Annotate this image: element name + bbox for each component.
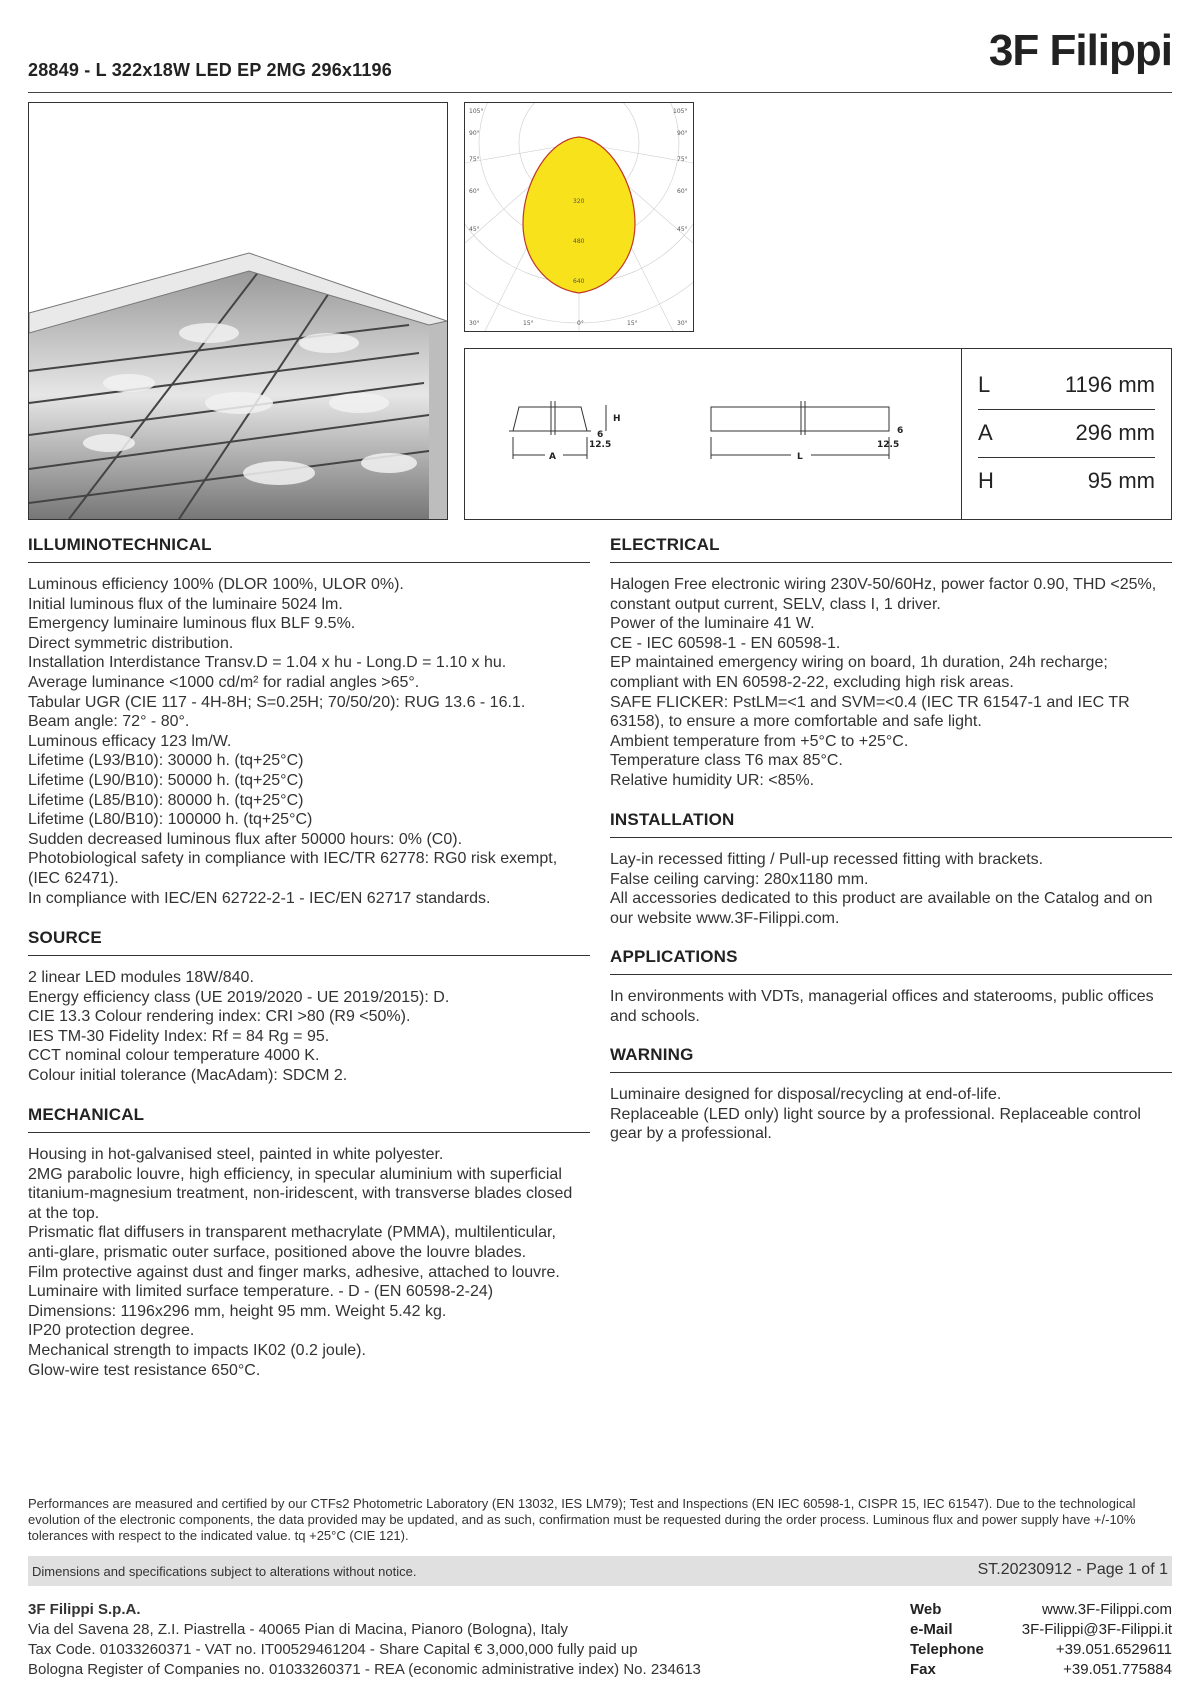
dim-label-a: A — [549, 452, 556, 462]
section-title: APPLICATIONS — [610, 947, 1172, 975]
light-distribution-curve — [465, 103, 693, 331]
fax-value: +39.051.775884 — [1063, 1661, 1172, 1678]
contact-row — [910, 1660, 1172, 1680]
polar-label-bottom-2: 0° — [577, 320, 584, 327]
spec-line: Replaceable (LED only) light source by a professional. Replaceable control gear by a professional. — [610, 1105, 1141, 1143]
polar-label-right-2: 60° — [677, 188, 688, 195]
product-photo — [28, 102, 448, 520]
spec-line: Tabular UGR (CIE 117 - 4H-8H; S=0.25H; 70/50/20): RUG 13.6 - 16.1. — [28, 693, 526, 711]
polar-label-right-0: 90° — [677, 130, 688, 137]
spec-line: Lifetime (L90/B10): 50000 h. (tq+25°C) — [28, 771, 304, 789]
spec-line: 2MG parabolic louvre, high efficiency, in specular aluminium with superficial titanium-magnesium treatment, non-iridescent, with transverse blades closed at the top. — [28, 1165, 573, 1222]
email-link[interactable]: 3F-Filippi@3F-Filippi.it — [1021, 1621, 1172, 1638]
luminaire-illustration — [29, 103, 447, 519]
section-title: ELECTRICAL — [610, 535, 1172, 563]
dim-label-12-5-a: 12.5 — [589, 440, 612, 450]
web-link[interactable]: www.3F-Filippi.com — [1041, 1601, 1172, 1618]
polar-label-bottom-1: 15° — [523, 320, 534, 327]
spec-line: Housing in hot-galvanised steel, painted in white polyester. — [28, 1146, 444, 1163]
section-body — [28, 575, 590, 908]
spec-line: Ambient temperature from +5°C to +25°C. — [610, 732, 909, 750]
section-installation — [610, 810, 1172, 928]
section-body — [610, 987, 1172, 1026]
polar-label-top-right: 105° — [673, 108, 688, 115]
contact-row — [910, 1640, 1172, 1660]
spec-line: In compliance with IEC/EN 62722-2-1 - IEC/EN 62717 standards. — [28, 889, 491, 907]
dimension-key: L — [978, 372, 991, 397]
contact-label: Fax — [910, 1661, 936, 1678]
spec-line: Luminous efficiency 100% (DLOR 100%, ULOR 0%). — [28, 576, 404, 593]
polar-label-bottom-3: 15° — [627, 320, 638, 327]
polar-label-bottom-0: 30° — [469, 320, 480, 327]
dimension-row — [978, 457, 1155, 505]
dimension-row — [978, 409, 1155, 458]
spec-line: EP maintained emergency wiring on board, 1h duration, 24h recharge; compliant with EN 60598-2-22, excluding high risk areas. — [610, 654, 1108, 691]
spec-line: Dimensions: 1196x296 mm, height 95 mm. Weight 5.42 kg. — [28, 1302, 447, 1320]
polar-ring-1: 480 — [573, 238, 585, 245]
dimension-value: 95 mm — [1087, 468, 1155, 493]
spec-line: Luminaire designed for disposal/recycling at end-of-life. — [610, 1086, 1002, 1103]
spec-line: Lifetime (L85/B10): 80000 h. (tq+25°C) — [28, 791, 304, 809]
spec-line: Energy efficiency class (UE 2019/2020 - UE 2019/2015): D. — [28, 988, 450, 1006]
footnote: Performances are measured and certified by our CTFs2 Photometric Laboratory (EN 13032, IES LM79); Test and Inspections (EN IEC 60598-1, CISPR 15, IEC 61547). Due to the technological evolution of the electronic components, the data provided may be updated, and as such, confirmation must be requested during the order process. Luminous flux and power supply have +/-10% tolerances with respect to the indicated value. tq +25°C (CIE 121). — [28, 1496, 1136, 1543]
spec-line: Luminous efficacy 123 lm/W. — [28, 732, 232, 750]
spec-line: Colour initial tolerance (MacAdam): SDCM 2. — [28, 1066, 348, 1084]
dim-label-6-l: 6 — [897, 426, 904, 436]
polar-label-left-0: 90° — [469, 130, 480, 137]
dim-label-12-5-l: 12.5 — [877, 440, 900, 450]
telephone-value: +39.051.6529611 — [1055, 1641, 1172, 1658]
spec-line: Luminaire with limited surface temperature. - D - (EN 60598-2-24) — [28, 1283, 494, 1301]
spec-line: CE - IEC 60598-1 - EN 60598-1. — [610, 634, 841, 652]
company-address: Via del Savena 28, Z.I. Piastrella - 40065 Pian di Macina, Pianoro (Bologna), Italy — [28, 1621, 569, 1638]
dimensions-table — [961, 348, 1172, 520]
polar-diagram — [464, 102, 694, 332]
dimension-value: 1196 mm — [1064, 372, 1155, 397]
polar-label-left-2: 60° — [469, 188, 480, 195]
contacts — [910, 1600, 1172, 1680]
spec-line: Initial luminous flux of the luminaire 5024 lm. — [28, 595, 343, 613]
section-electrical — [610, 535, 1172, 791]
contact-row — [910, 1600, 1172, 1620]
section-body — [610, 1085, 1172, 1144]
contact-label: e-Mail — [910, 1621, 953, 1638]
spec-line: SAFE FLICKER: PstLM=<1 and SVM=<0.4 (IEC TR 61547-1 and IEC TR 63158), to ensure a more comfortable and safe light. — [610, 693, 1130, 731]
spec-line: CCT nominal colour temperature 4000 K. — [28, 1047, 320, 1065]
section-warning — [610, 1045, 1172, 1144]
spec-line: IP20 protection degree. — [28, 1322, 195, 1340]
spec-line: Emergency luminaire luminous flux BLF 9.5%. — [28, 615, 356, 633]
polar-ring-2: 640 — [573, 278, 585, 285]
section-title: MECHANICAL — [28, 1105, 590, 1133]
section-body — [28, 1145, 590, 1380]
polar-label-right-3: 45° — [677, 226, 688, 233]
contact-row — [910, 1620, 1172, 1640]
dimension-value: 296 mm — [1075, 420, 1155, 445]
contact-label: Telephone — [910, 1641, 984, 1658]
page-number: ST.20230912 - Page 1 of 1 — [977, 1561, 1168, 1578]
spec-line: 2 linear LED modules 18W/840. — [28, 969, 254, 986]
spec-line: Beam angle: 72° - 80°. — [28, 713, 190, 731]
spec-line: Average luminance <1000 cd/m² for radial angles >65°. — [28, 673, 420, 691]
technical-drawing — [465, 349, 961, 519]
dim-label-h: H — [613, 414, 621, 424]
section-source — [28, 928, 590, 1086]
company-tax: Tax Code. 01033260371 - VAT no. IT00529461204 - Share Capital € 3,000,000 fully paid up — [28, 1641, 638, 1658]
polar-ring-0: 320 — [573, 198, 585, 205]
spec-line: Halogen Free electronic wiring 230V-50/60Hz, power factor 0.90, THD <25%, constant output current, SELV, class I, 1 driver. — [610, 576, 1157, 613]
dim-label-l: L — [797, 452, 803, 462]
spec-line: All accessories dedicated to this product are available on the Catalog and on our website www.3F-Filippi.com. — [610, 890, 1153, 927]
section-title: WARNING — [610, 1045, 1172, 1073]
spec-line: Glow-wire test resistance 650°C. — [28, 1361, 261, 1379]
header-divider — [28, 92, 1172, 93]
spec-line: Sudden decreased luminous flux after 50000 hours: 0% (C0). — [28, 830, 463, 848]
spec-line: IES TM-30 Fidelity Index: Rf = 84 Rg = 95. — [28, 1027, 330, 1045]
spec-line: Film protective against dust and finger marks, adhesive, attached to louvre. — [28, 1263, 560, 1281]
section-title: SOURCE — [28, 928, 590, 956]
section-applications — [610, 947, 1172, 1026]
section-title: ILLUMINOTECHNICAL — [28, 535, 590, 563]
spec-line: Prismatic flat diffusers in transparent methacrylate (PMMA), multilenticular, anti-glare, prismatic outer surface, positioned above the louvre blades. — [28, 1224, 556, 1261]
spec-line: Lay-in recessed fitting / Pull-up recessed fitting with brackets. — [610, 851, 1044, 868]
polar-label-left-3: 45° — [469, 226, 480, 233]
polar-label-bottom-4: 30° — [677, 320, 688, 327]
dimension-key: A — [978, 420, 993, 445]
section-illuminotechnical — [28, 535, 590, 908]
spec-line: CIE 13.3 Colour rendering index: CRI >80 (R9 <50%). — [28, 1008, 411, 1026]
product-title: 28849 - L 322x18W LED EP 2MG 296x1196 — [28, 60, 392, 80]
spec-line: Mechanical strength to impacts IK02 (0.2 joule). — [28, 1341, 366, 1359]
spec-line: Lifetime (L93/B10): 30000 h. (tq+25°C) — [28, 752, 304, 770]
disclaimer: Dimensions and specifications subject to alterations without notice. — [32, 1564, 417, 1579]
spec-line: Power of the luminaire 41 W. — [610, 615, 815, 633]
section-mechanical — [28, 1105, 590, 1380]
company-register: Bologna Register of Companies no. 01033260371 - REA (economic administrative index) No. 234613 — [28, 1661, 701, 1678]
polar-label-top-left: 105° — [469, 108, 484, 115]
spec-line: In environments with VDTs, managerial offices and staterooms, public offices and schools. — [610, 988, 1154, 1025]
brand-logo: 3F Filippi — [988, 26, 1172, 75]
company-info — [28, 1600, 701, 1680]
spec-line: Photobiological safety in compliance with IEC/TR 62778: RG0 risk exempt, (IEC 62471). — [28, 850, 558, 887]
spec-line: Installation Interdistance Transv.D = 1.04 x hu - Long.D = 1.10 x hu. — [28, 654, 507, 672]
section-title: INSTALLATION — [610, 810, 1172, 838]
footer-bar — [28, 1556, 1172, 1586]
spec-line: Direct symmetric distribution. — [28, 634, 234, 652]
section-body — [610, 575, 1172, 791]
dim-label-6-a: 6 — [597, 430, 604, 440]
dimension-row — [978, 361, 1155, 410]
spec-line: False ceiling carving: 280x1180 mm. — [610, 870, 869, 888]
dimension-key: H — [978, 468, 994, 493]
spec-line: Temperature class T6 max 85°C. — [610, 752, 843, 770]
polar-label-left-1: 75° — [469, 156, 480, 163]
section-body — [610, 850, 1172, 928]
section-body — [28, 968, 590, 1086]
spec-line: Relative humidity UR: <85%. — [610, 771, 815, 789]
spec-line: Lifetime (L80/B10): 100000 h. (tq+25°C) — [28, 811, 313, 829]
company-name: 3F Filippi S.p.A. — [28, 1601, 141, 1618]
polar-label-right-1: 75° — [677, 156, 688, 163]
contact-label: Web — [910, 1601, 942, 1618]
